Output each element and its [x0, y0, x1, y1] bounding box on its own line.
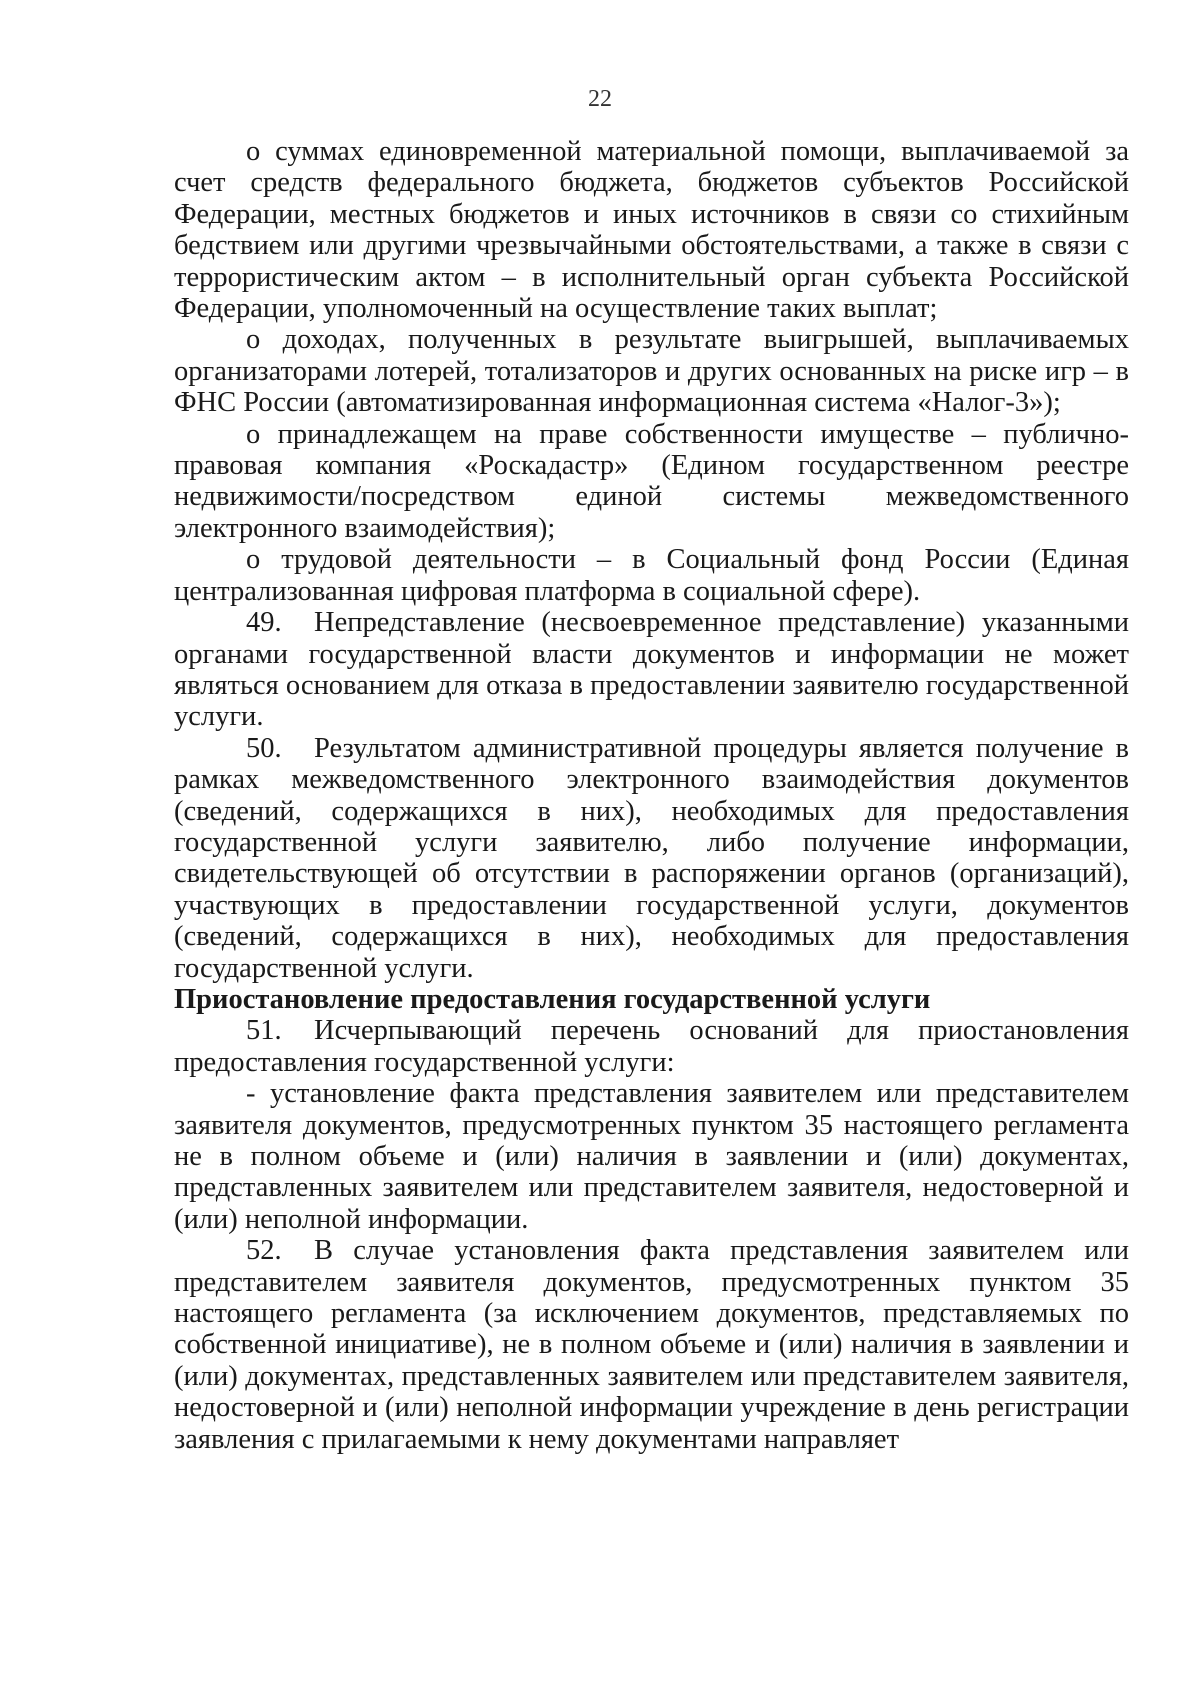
- item-51-number: 51.: [246, 1015, 282, 1047]
- section-heading: Приостановление предоставления государственной услуги: [174, 983, 931, 1015]
- item-50: [174, 733, 1129, 984]
- item-50-number: 50.: [246, 732, 282, 764]
- document-body: [174, 136, 1129, 1455]
- item-49-text: Непредставление (несвоевременное представление) указанными органами государственной власти документов и информации не может являться основанием для отказа в предоставлении заявителю государственной услуги.: [174, 607, 1129, 733]
- item-52: [174, 1235, 1129, 1455]
- item-49-number: 49.: [246, 607, 282, 639]
- item-51: [174, 1015, 1129, 1078]
- item-50-text: Результатом административной процедуры является получение в рамках межведомственного электронного взаимодействия документов (сведений, содержащихся в них), необходимых для предоставления государственной услуги заявителю, либо получение информации, свидетельствующей об отсутствии в распоряжении органов (организаций), участвующих в предоставлении государственной услуги, документов (сведений, содержащихся в них), необходимых для предоставления государственной услуги.: [174, 732, 1129, 984]
- paragraph-labor-activity: о трудовой деятельности – в Социальный фонд России (Единая централизованная цифровая платформа в социальной сфере).: [174, 544, 1129, 607]
- item-52-number: 52.: [246, 1235, 282, 1267]
- paragraph-material-aid: о суммах единовременной материальной помощи, выплачиваемой за счет средств федерального бюджета, бюджетов субъектов Российской Федерации, местных бюджетов и иных источников в связи со стихийным бедствием или другими чрезвычайными обстоятельствами, а также в связи с террористическим актом – в исполнительный орган субъекта Российской Федерации, уполномоченный на осуществление таких выплат;: [174, 136, 1129, 325]
- item-51-bullet: - установление факта представления заявителем или представителем заявителя документов, предусмотренных пунктом 35 настоящего регламента не в полном объеме и (или) наличия в заявлении и (или) документах, представленных заявителем или представителем заявителя, недостоверной и (или) неполной информации.: [174, 1078, 1129, 1235]
- item-49: [174, 607, 1129, 733]
- page-number: 22: [588, 86, 612, 112]
- item-52-text: В случае установления факта представления заявителем или представителем заявителя документов, предусмотренных пунктом 35 настоящего регламента (за исключением документов, представляемых по собственной инициативе), не в полном объеме и (или) наличия в заявлении и (или) документах, представленных заявителем или представителем заявителя, недостоверной и (или) неполной информации учреждение в день регистрации заявления с прилагаемыми к нему документами направляет: [174, 1235, 1129, 1455]
- paragraph-property: о принадлежащем на праве собственности имуществе – публично-правовая компания «Роскадастр» (Едином государственном реестре недвижимости/посредством единой системы межведомственного электронного взаимодействия);: [174, 418, 1129, 544]
- item-51-text: Исчерпывающий перечень оснований для приостановления предоставления государственной услуги:: [174, 1015, 1129, 1078]
- paragraph-lottery-income: о доходах, полученных в результате выигрышей, выплачиваемых организаторами лотерей, тотализаторов и других основанных на риске игр – в ФНС России (автоматизированная информационная система «Налог-3»);: [174, 324, 1129, 419]
